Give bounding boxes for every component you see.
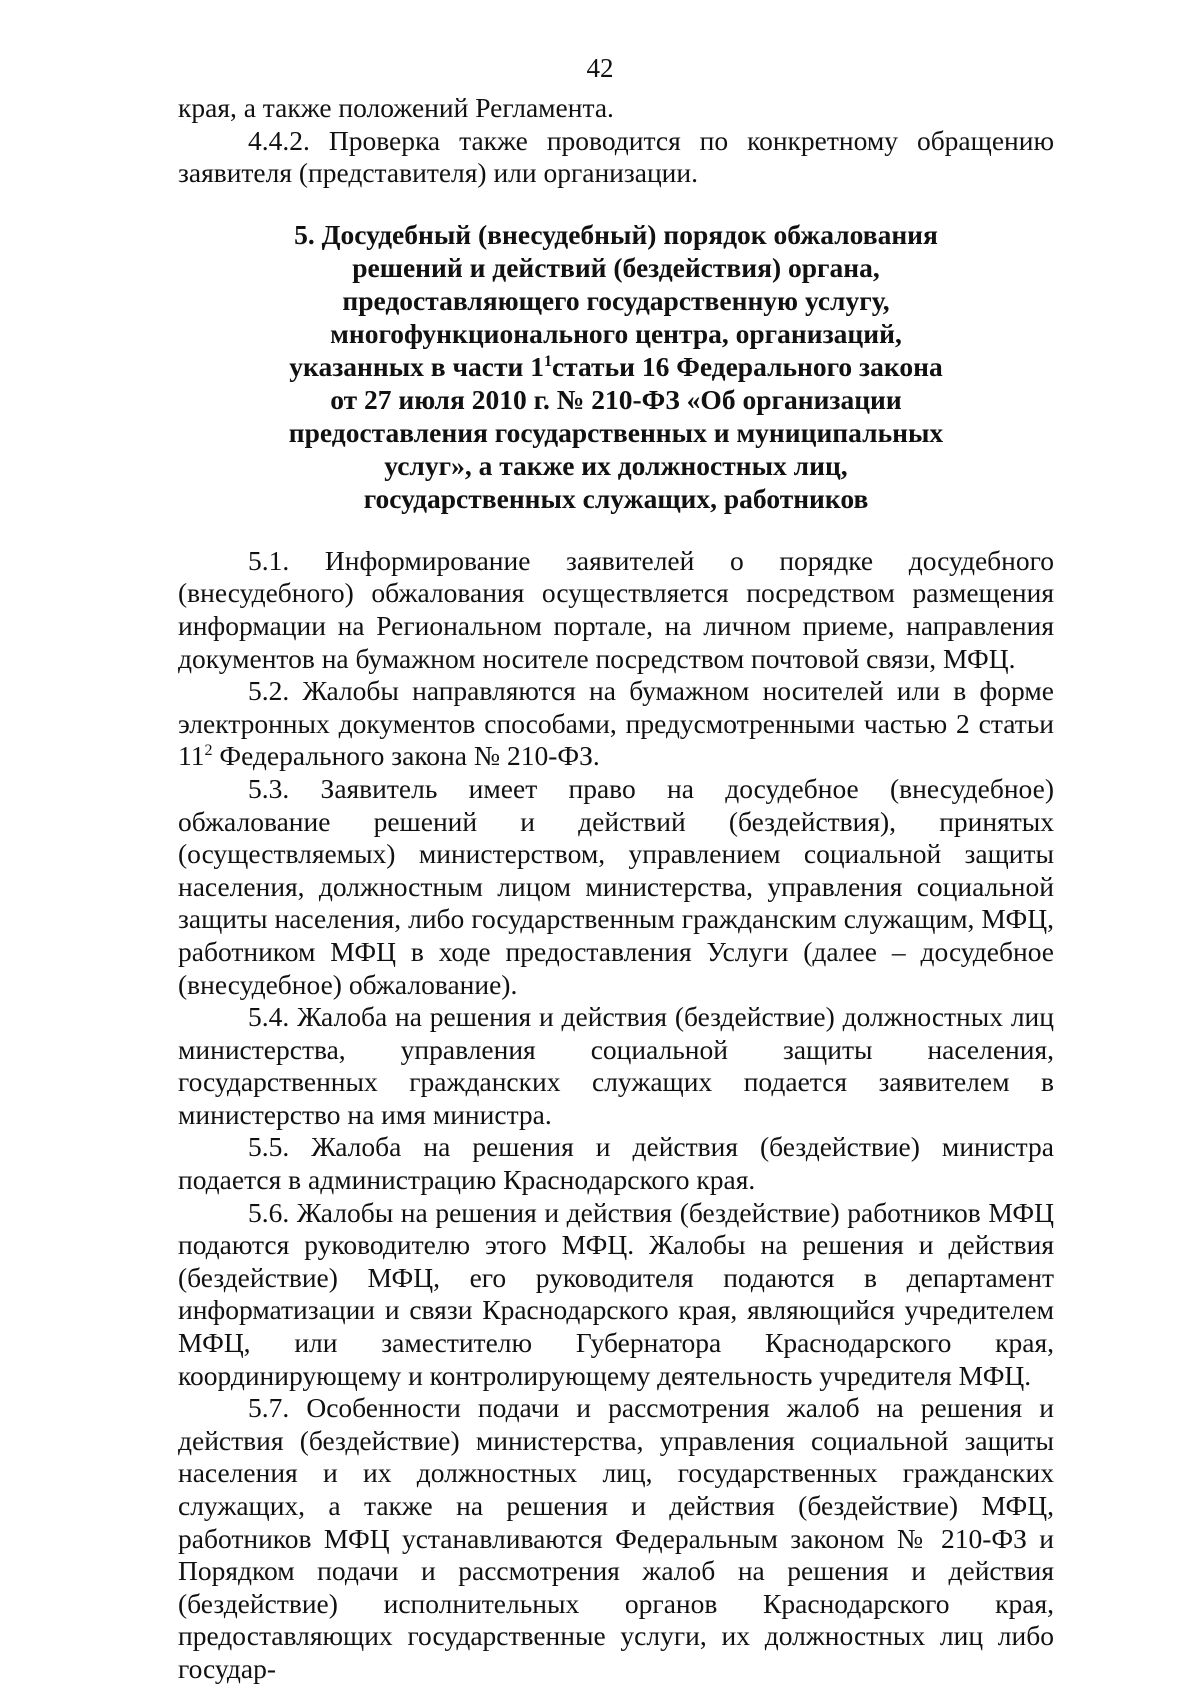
heading-line: предоставляющего государственную услугу, <box>342 284 890 316</box>
superscript: 1 <box>543 352 552 370</box>
page-number: 42 <box>586 53 614 83</box>
superscript: 2 <box>204 742 213 760</box>
heading-text: указанных в части 1 <box>289 350 544 382</box>
heading-line: решений и действий (бездействия) органа, <box>352 251 880 283</box>
paragraph-text: 5.2. Жалобы направляются на бумажном носителей или в форме электронных документов способами, предусмотренными частью 2 статьи 11 <box>178 675 1054 772</box>
paragraph-5-4: 5.4. Жалоба на решения и действия (бездействие) должностных лиц министерства, управления социальной защиты населения, государственных гражданских служащих подается заявителем в министерство на имя министра. <box>178 1001 1054 1130</box>
paragraph-5-5: 5.5. Жалоба на решения и действия (бездействие) министра подается в администрацию Краснодарского края. <box>178 1131 1054 1196</box>
paragraph-5-2 <box>178 675 1054 773</box>
document-body <box>178 92 1054 1686</box>
paragraph-5-1: 5.1. Информирование заявителей о порядке досудебного (внесудебного) обжалования осуществляется посредством размещения информации на Региональном портале, на личном приеме, направления документов на бумажном носителе посредством почтовой связи, МФЦ. <box>178 544 1054 674</box>
paragraph-5-3: 5.3. Заявитель имеет право на досудебное (внесудебное) обжалование решений и действий (бездействия), принятых (осуществляемых) министерством, управлением социальной защиты населения, должностным лицом министерства, управления социальной защиты населения, либо государственным гражданским служащим, МФЦ, работником МФЦ в ходе предоставления Услуги (далее – досудебное (внесудебное) обжалование). <box>178 772 1054 1000</box>
heading-line: от 27 июля 2010 г. № 210-ФЗ «Об организации <box>330 383 902 415</box>
heading-line: 5. Досудебный (внесудебный) порядок обжалования <box>294 218 938 250</box>
heading-line: услуг», а также их должностных лиц, <box>384 449 848 481</box>
heading-line: предоставления государственных и муниципальных <box>288 416 944 448</box>
paragraph-5-7: 5.7. Особенности подачи и рассмотрения жалоб на решения и действия (бездействие) министерства, управления социальной защиты населения и их должностных лиц, государственных гражданских служащих, а также на решения и действия (бездействие) МФЦ, работников МФЦ устанавливаются Федеральным законом № 210-ФЗ и Порядком подачи и рассмотрения жалоб на решения и действия (бездействие) исполнительных органов Краснодарского края, предоставляющих государственные услуги, их должностных лиц либо государ- <box>178 1392 1054 1684</box>
paragraph-4-4-2: 4.4.2. Проверка также проводится по конкретному обращению заявителя (представителя) или организации. <box>178 124 1054 189</box>
paragraph-continuation: края, а также положений Регламента. <box>178 92 614 123</box>
heading-line <box>178 350 1054 383</box>
paragraph-5-6: 5.6. Жалобы на решения и действия (бездействие) работников МФЦ подаются руководителю этого МФЦ. Жалобы на решения и действия (бездействие) МФЦ, его руководителя подаются в департамент информатизации и связи Краснодарского края, являющийся учредителем МФЦ, или заместителю Губернатора Краснодарского края, координирующему и контролирующему деятельность учредителя МФЦ. <box>178 1196 1054 1391</box>
section-5-heading <box>178 218 1054 515</box>
heading-line: государственных служащих, работников <box>363 482 869 514</box>
heading-line: многофункционального центра, организаций, <box>330 317 902 349</box>
heading-text: статьи 16 Федерального закона <box>551 350 943 382</box>
paragraph-text: Федерального закона № 210-ФЗ. <box>212 740 600 772</box>
